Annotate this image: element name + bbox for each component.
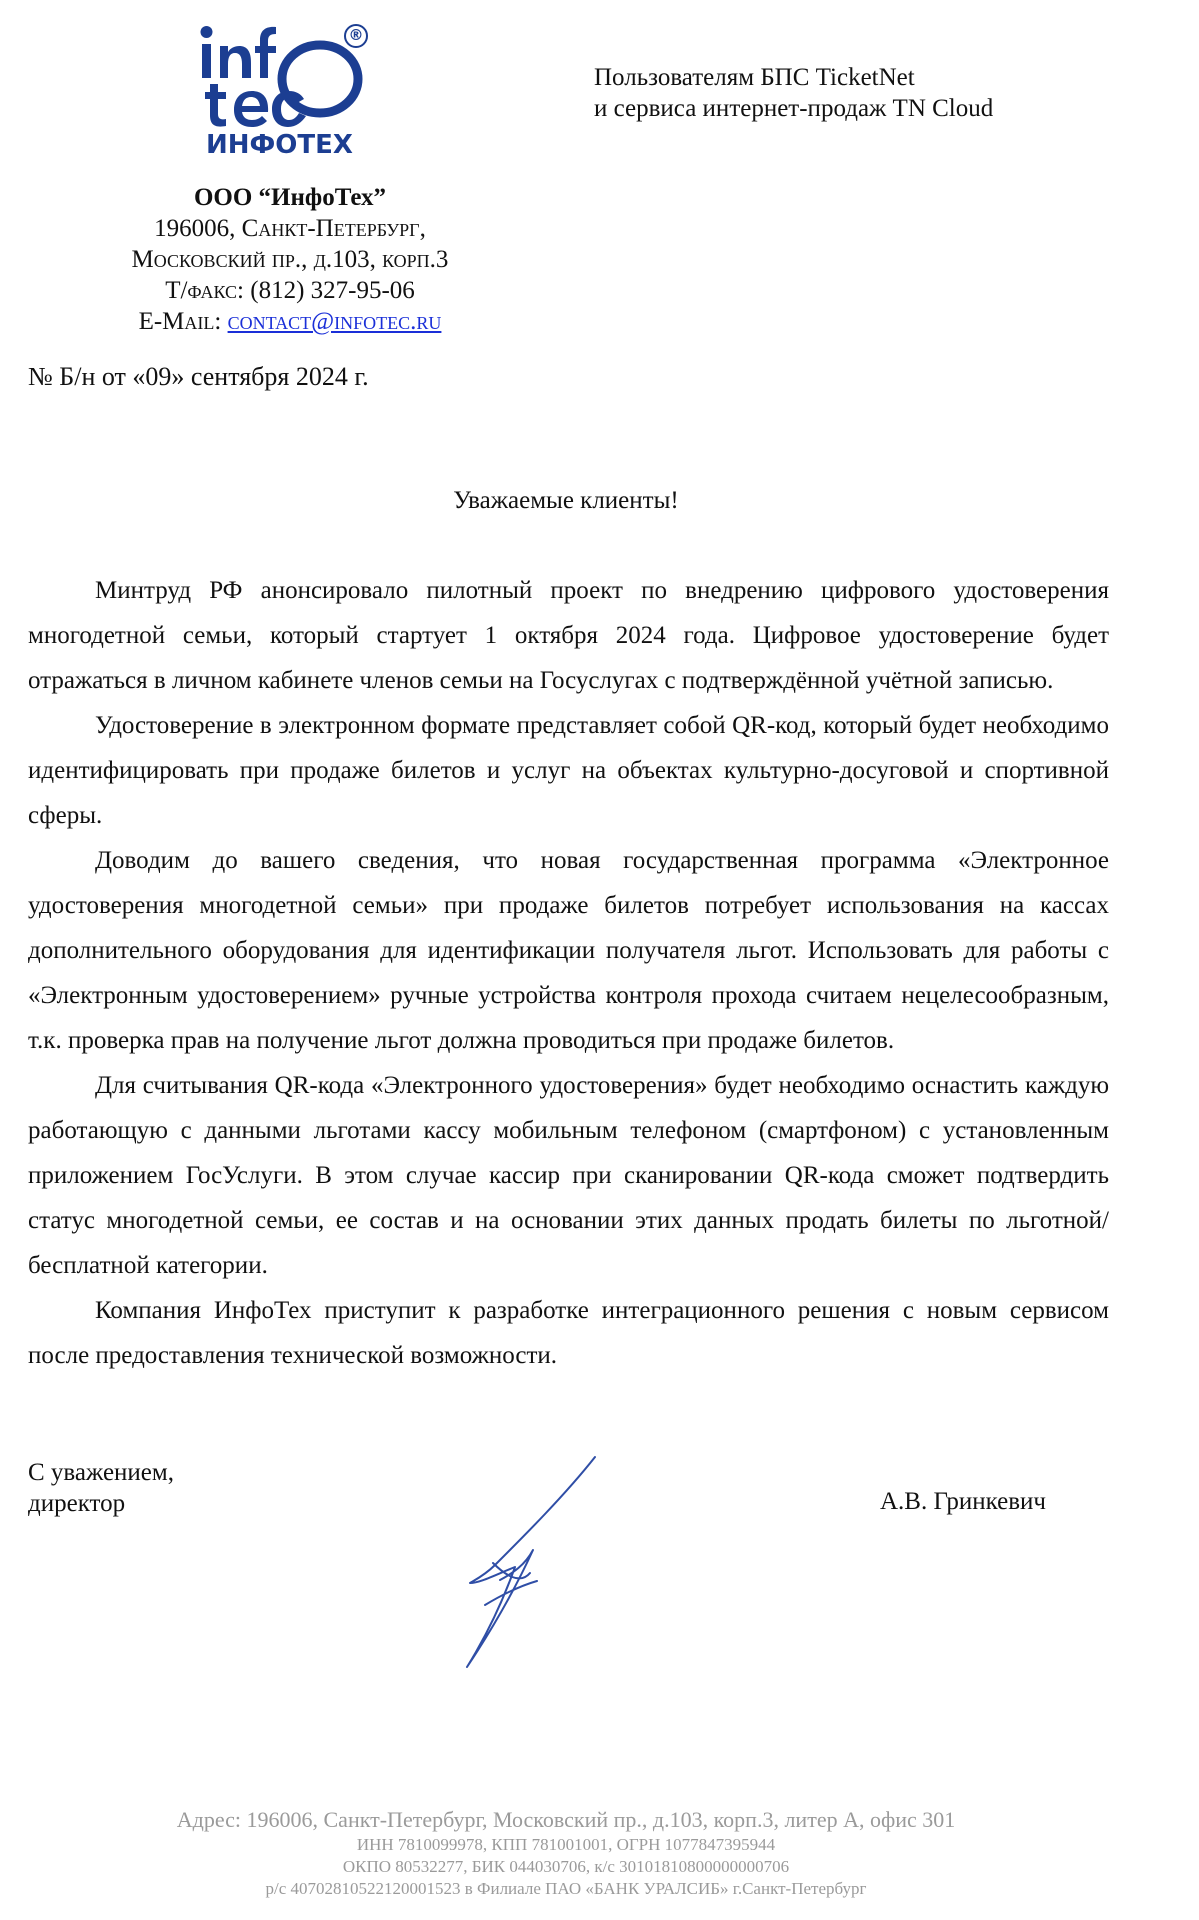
paragraph: Для считывания QR-кода «Электронного удостоверения» будет необходимо оснастить каждую работающую с данными льготами кассу мобильным телефоном (смартфоном) с установленным приложением ГосУслуги. В этом случае кассир при сканировании QR-кода сможет подтвердить статус многодетной семьи, ее состав и на основании этих данных продать билеты по льготной/бесплатной категории.	[28, 1072, 1109, 1279]
letter-footer	[0, 1806, 1132, 1900]
recipient-block	[594, 62, 1094, 124]
footer-bank-codes: ОКПО 80532277, БИК 044030706, к/с 30101810800000000706	[342, 1857, 790, 1876]
recipient-line-1: Пользователям БПС TicketNet	[594, 64, 915, 91]
closing-regards: С уважением,	[28, 1459, 174, 1486]
company-email-line	[60, 306, 520, 337]
paragraph: Минтруд РФ анонсировало пилотный проект по внедрению цифрового удостоверения многодетной семьи, который стартует 1 октября 2024 года. Цифровое удостоверение будет отражаться в личном кабинете членов семьи на Госуслугах с подтверждённой учётной записью.	[28, 577, 1109, 694]
recipient-line-2: и сервиса интернет-продаж TN Cloud	[594, 95, 994, 122]
paragraph: Доводим до вашего сведения, что новая государственная программа «Электронное удостоверения многодетной семьи» при продаже билетов потребует использования на кассах дополнительного оборудования для идентификации получателя льгот. Использовать для работы с «Электронным удостоверением» ручные устройства контроля прохода считаем нецелесообразным, т.к. проверка прав на получение льгот должна проводиться при продаже билетов.	[28, 847, 1109, 1054]
company-address-2: Московский пр., д.103, корп.3	[131, 246, 449, 273]
email-label: E-Mail:	[138, 308, 228, 335]
company-phone: Т/факс: (812) 327-95-06	[165, 277, 415, 304]
company-block	[60, 182, 520, 337]
footer-account: р/с 40702810522120001523 в Филиале ПАО «БАНК УРАЛСИБ» г.Санкт-Петербург	[265, 1879, 867, 1898]
letter-number-date: № Б/н от «09» сентября 2024 г.	[28, 362, 369, 391]
closing-block	[28, 1457, 174, 1519]
greeting: Уважаемые клиенты!	[453, 487, 679, 514]
closing-title: директор	[28, 1490, 126, 1517]
letter-body	[28, 568, 1109, 1378]
signer-name: А.В. Гринкевич	[880, 1488, 1046, 1515]
registered-mark: ®	[344, 24, 368, 48]
infotec-logo	[196, 22, 378, 162]
email-link[interactable]: contact@infotec.ru	[227, 308, 442, 335]
paragraph: Компания ИнфоТех приступит к разработке интеграционного решения с новым сервисом после предоставления технической возможности.	[28, 1297, 1109, 1369]
company-address-1: 196006, Санкт-Петербург,	[154, 215, 426, 242]
footer-ids: ИНН 7810099978, КПП 781001001, ОГРН 1077847395944	[356, 1835, 776, 1854]
paragraph: Удостоверение в электронном формате представляет собой QR-код, который будет необходимо идентифицировать при продаже билетов и услуг на объектах культурно-досуговой и спортивной сферы.	[28, 712, 1109, 829]
logo-name-ru: ИНФОТЕХ	[206, 130, 353, 160]
footer-address: Адрес: 196006, Санкт-Петербург, Московский пр., д.103, корп.3, литер А, офис 301	[176, 1807, 956, 1832]
handwritten-signature	[455, 1455, 605, 1670]
company-name: ООО “ИнфоТех”	[193, 184, 387, 211]
